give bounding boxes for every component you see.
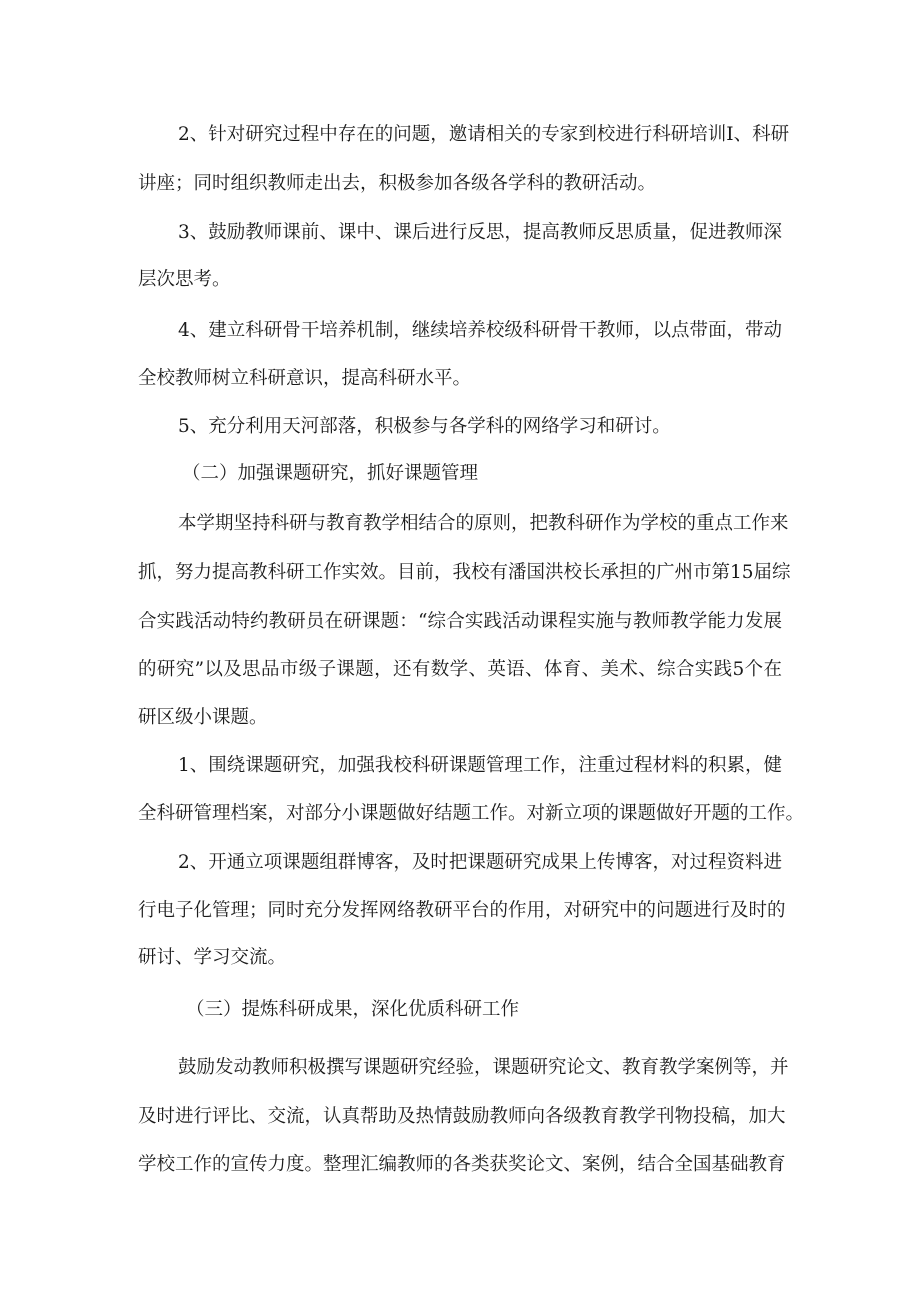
- paragraph-8-line-1: 鼓励发动教师积极撰写课题研究经验，课题研究论文、教育教学案例等，并: [178, 1057, 789, 1078]
- paragraph-5-line-4: 的研究”以及思品市级子课题，还有数学、英语、体育、美术、综合实践5个在: [138, 659, 782, 680]
- paragraph-8-line-2: 及时进行评比、交流，认真帮助及热情鼓励教师向各级教育教学刊物投稿，加大: [138, 1106, 786, 1127]
- paragraph-5-line-2: 抓，努力提高教科研工作实效。目前，我校有潘国洪校长承担的广州市第15届综: [138, 562, 791, 583]
- paragraph-3-line-1: 4、建立科研骨干培养机制，继续培养校级科研骨干教师，以点带面，带动: [178, 320, 782, 341]
- paragraph-2-line-1: 3、鼓励教师课前、课中、课后进行反思，提高教师反思质量，促进教师深: [178, 222, 782, 243]
- paragraph-5-line-5: 研区级小课题。: [138, 707, 268, 728]
- paragraph-1-line-2: 讲座；同时组织教师走出去，积极参加各级各学科的教研活动。: [138, 173, 657, 194]
- paragraph-1-line-1: 2、针对研究过程中存在的问题，邀请相关的专家到校进行科研培训I、科研: [178, 124, 790, 145]
- paragraph-7-line-3: 研讨、学习交流。: [138, 947, 287, 968]
- paragraph-7-line-1: 2、开通立项课题组群博客，及时把课题研究成果上传博客，对过程资料进: [178, 852, 782, 873]
- paragraph-8-line-3: 学校工作的宣传力度。整理汇编教师的各类获奖论文、案例，结合全国基础教育: [138, 1154, 786, 1175]
- paragraph-5-line-3: 合实践活动特约教研员在研课题：“综合实践活动课程实施与教师教学能力发展: [138, 611, 782, 632]
- paragraph-3-line-2: 全校教师树立科研意识，提高科研水平。: [138, 368, 472, 389]
- paragraph-6-line-1: 1、围绕课题研究，加强我校科研课题管理工作，注重过程材料的积累，健: [178, 755, 782, 776]
- section-heading-3: （三）提炼科研成果，深化优质科研工作: [186, 999, 520, 1020]
- paragraph-5-line-1: 本学期坚持科研与教育教学相结合的原则，把教科研作为学校的重点工作来: [178, 513, 789, 534]
- paragraph-7-line-2: 行电子化管理；同时充分发挥网络教研平台的作用，对研究中的问题进行及时的: [138, 900, 786, 921]
- paragraph-2-line-2: 层次思考。: [138, 269, 231, 290]
- section-heading-2: （二）加强课题研究，抓好课题管理: [182, 463, 479, 484]
- paragraph-4-line-1: 5、充分利用天河部落，积极参与各学科的网络学习和研讨。: [178, 416, 671, 437]
- paragraph-6-line-2: 全科研管理档案，对部分小课题做好结题工作。对新立项的课题做好开题的工作。: [138, 803, 805, 824]
